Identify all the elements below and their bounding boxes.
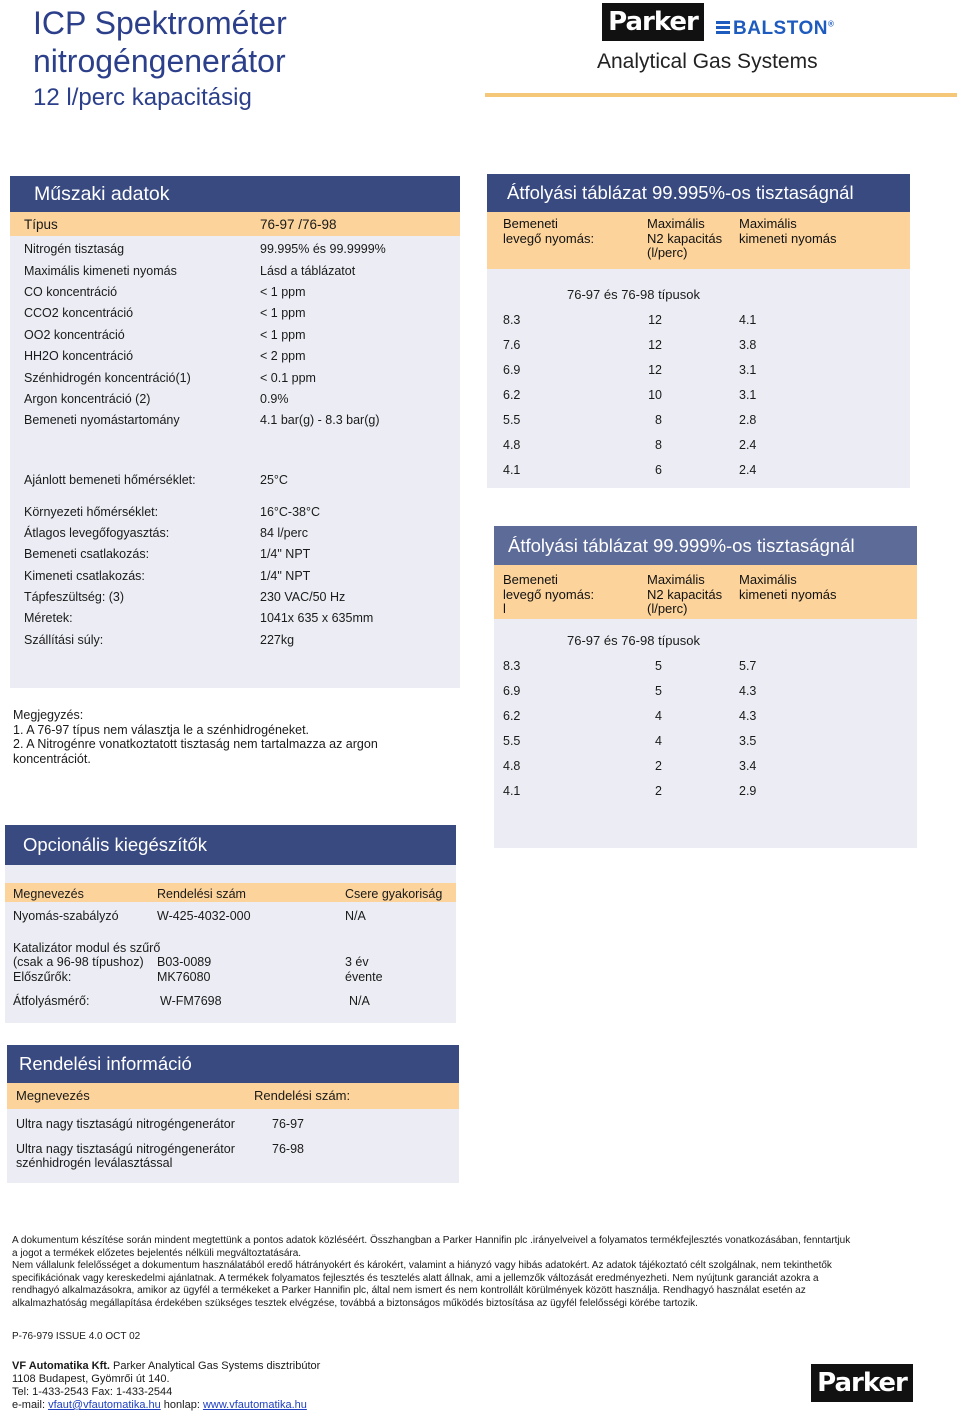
disclaimer-line-4: specifikációnak vagy kereskedelmi ajánlatnak. A termékek folyamatos fejlesztés és tesztelés alatt állnak, ami a jellemzők változását eredményezheti. Nem nyújtunk garanciát azokra a: [12, 1272, 819, 1284]
flow1-outlet-cell: 2.4: [739, 463, 757, 477]
flow1-outlet-cell: 4.1: [739, 313, 757, 327]
options-r4-code: W-FM7698: [160, 994, 222, 1008]
flow2-inlet-cell: 6.2: [503, 709, 521, 723]
flow2-subhead: 76-97 és 76-98 típusok: [567, 633, 700, 648]
options-r2-code: B03-0089: [157, 955, 212, 969]
spec-label: CCO2 koncentráció: [24, 306, 134, 320]
flow2-col-outlet: Maximális kimeneti nyomás: [739, 572, 837, 602]
options-r3-code: MK76080: [157, 970, 211, 984]
disclaimer-line-3: Nem vállalunk felelősséget a dokumentum használatából eredő hátrányokért és károkért, valamint a hiányzó vagy hibás adatokért. Az adatok tájékoztató célt szolgálnak, nem tekinthetők: [12, 1260, 832, 1271]
flow1-inlet-cell: 5.5: [503, 413, 521, 427]
spec-value: 1041x 635 x 635mm: [260, 611, 374, 625]
flow2-outlet-cell: 3.5: [739, 734, 757, 748]
page-title-line1: ICP Spektrométer: [33, 5, 287, 41]
flow1-outlet-cell: 3.1: [739, 363, 757, 377]
company-address: 1108 Budapest, Gyömrői út 140.: [12, 1373, 170, 1385]
spec-label: Nitrogén tisztaság: [24, 242, 125, 256]
flow1-outlet-cell: 2.4: [739, 438, 757, 452]
options-r2-name: Katalizátor modul és szűrő: [13, 941, 161, 955]
spec-label: Szénhidrogén koncentráció(1): [24, 371, 191, 385]
specs-type-row: [10, 212, 460, 236]
parker-logo: Parker: [602, 3, 704, 41]
options-r1-freq: N/A: [345, 909, 366, 923]
flow1-capacity-cell: 12: [648, 363, 662, 377]
spec-value: 1/4" NPT: [260, 569, 311, 583]
flow2-outlet-cell: 5.7: [739, 659, 757, 673]
options-r3-name: Előszűrők:: [13, 970, 72, 984]
notes: [13, 708, 378, 766]
spec-label: HH2O koncentráció: [24, 349, 134, 363]
spec-label: Típus: [24, 217, 58, 232]
order-col-code: Rendelési szám:: [254, 1088, 351, 1103]
flow2-heading: Átfolyási táblázat 99.999%-os tisztaságnál: [494, 526, 917, 565]
spec-value: < 1 ppm: [260, 306, 306, 320]
options-r4-freq: N/A: [349, 994, 370, 1008]
footer-parker-logo: Parker: [811, 1364, 913, 1402]
order-r2-code: 76-98: [272, 1142, 304, 1156]
spec-label: Szállítási súly:: [24, 633, 104, 647]
email-label: e-mail:: [12, 1399, 49, 1411]
flow2-inlet-cell: 5.5: [503, 734, 521, 748]
flow2-col-capacity: Maximális N2 kapacitás (l/perc): [647, 572, 723, 616]
web-label: honlap:: [160, 1399, 203, 1411]
flow1-inlet-cell: 8.3: [503, 313, 521, 327]
note-2: 2. A Nitrogénre vonatkoztatott tisztaság nem tartalmazza az argon: [13, 737, 378, 751]
order-heading: Rendelési információ: [7, 1045, 459, 1083]
spec-label: OO2 koncentráció: [24, 328, 125, 342]
tagline: Analytical Gas Systems: [597, 50, 818, 73]
options-col-name: Megnevezés: [13, 887, 84, 901]
flow2-capacity-cell: 4: [655, 709, 662, 723]
options-r1-name: Nyomás-szabályzó: [13, 909, 119, 923]
note-1: 1. A 76-97 típus nem választja le a szénhidrogéneket.: [13, 722, 310, 737]
spec-label: Ajánlott bemeneti hőmérséklet:: [24, 473, 196, 487]
spec-value: < 1 ppm: [260, 328, 306, 342]
order-r2-name: Ultra nagy tisztaságú nitrogéngenerátor: [16, 1142, 235, 1156]
flow2-capacity-cell: 2: [655, 759, 662, 773]
order-r1-name: Ultra nagy tisztaságú nitrogéngenerátor: [16, 1117, 235, 1131]
company-desc: Parker Analytical Gas Systems disztribútor: [110, 1360, 321, 1372]
disclaimer-line-1: A dokumentum készítése során mindent megtettünk a pontos adatok közléséért. Összhangban a Parker Hannifin plc .irányelveivel a folyamatos termékfejlesztés vonatkozásában, fenntartjuk: [12, 1235, 851, 1246]
options-r4-name: Átfolyásmérő:: [13, 994, 90, 1008]
spec-value: < 2 ppm: [260, 349, 306, 363]
options-r2-note: (csak a 96-98 típushoz): [13, 955, 144, 969]
order-col-name: Megnevezés: [16, 1088, 90, 1103]
flow1-capacity-cell: 8: [655, 438, 662, 452]
flow2-outlet-cell: 3.4: [739, 759, 757, 773]
spec-label: CO koncentráció: [24, 285, 118, 299]
web-link[interactable]: www.vfautomatika.hu: [202, 1399, 307, 1411]
flow2-capacity-cell: 5: [655, 684, 662, 698]
order-r2-name-cont: szénhidrogén leválasztással: [16, 1156, 173, 1170]
flow2-capacity-cell: 4: [655, 734, 662, 748]
flow1-outlet-cell: 3.8: [739, 338, 757, 352]
notes-title: Megjegyzés:: [13, 708, 84, 722]
email-link[interactable]: vfaut@vfautomatika.hu: [48, 1399, 161, 1411]
disclaimer-line-5: rendhagyó alkalmazásokra, amikor az ügyfél a termékeket a Parker Hannifin plc, által nem ismert és nem kontrollált körülmények között használja. Rendhagyó használat esetén az: [12, 1285, 806, 1296]
spec-value: 1/4" NPT: [260, 547, 311, 561]
flow2-outlet-cell: 4.3: [739, 684, 757, 698]
flow1-inlet-cell: 6.9: [503, 363, 521, 377]
spec-label: Argon koncentráció (2): [24, 392, 151, 406]
options-col-code: Rendelési szám: [157, 887, 246, 901]
spec-label: Maximális kimeneti nyomás: [24, 264, 177, 278]
spec-value: 227kg: [260, 633, 295, 647]
spec-value: 84 l/perc: [260, 526, 308, 540]
options-col-freq: Csere gyakoriság: [345, 887, 443, 901]
distributor-info: [12, 1360, 320, 1412]
flow1-inlet-cell: 4.8: [503, 438, 521, 452]
flow1-capacity-cell: 12: [648, 338, 662, 352]
flow2-inlet-cell: 4.8: [503, 759, 521, 773]
spec-value: Lásd a táblázatot: [260, 264, 356, 278]
specs-heading: Műszaki adatok: [10, 176, 460, 212]
flow1-capacity-cell: 8: [655, 413, 662, 427]
options-heading: Opcionális kiegészítők: [5, 825, 456, 865]
flow1-subhead: 76-97 és 76-98 típusok: [567, 287, 700, 302]
spec-label: Tápfeszültség: (3): [24, 590, 125, 604]
company-name: VF Automatika Kft.: [12, 1360, 110, 1372]
flow1-inlet-cell: 6.2: [503, 388, 521, 402]
spec-label: Kimeneti csatlakozás:: [24, 569, 145, 583]
disclaimer-line-6: alkalmazhatóság megállapítása érdekében szükséges tesztek elvégzése, továbbá a biztonságos működés biztosítása az ügyfél felelősségi körébe tartozik.: [12, 1297, 698, 1309]
spec-value: 99.995% és 99.9999%: [260, 242, 386, 256]
options-r3-freq: évente: [345, 970, 383, 984]
flow2-inlet-cell: 4.1: [503, 784, 521, 798]
flow2-col-inlet: Bemeneti levegő nyomás: l: [503, 572, 595, 616]
spec-label: Átlagos levegőfogyasztás:: [24, 526, 170, 540]
flow1-inlet-cell: 4.1: [503, 463, 521, 477]
flow1-heading: Átfolyási táblázat 99.995%-os tisztaságnál: [487, 174, 910, 212]
spec-label: Környezeti hőmérséklet:: [24, 505, 159, 519]
spec-value: 4.1 bar(g) - 8.3 bar(g): [260, 413, 380, 427]
flow1-capacity-cell: 10: [648, 388, 662, 402]
flow1-outlet-cell: 2.8: [739, 413, 757, 427]
spec-label: Méretek:: [24, 611, 73, 625]
spec-label: Bemeneti nyomástartomány: [24, 413, 180, 427]
spec-value: 0.9%: [260, 392, 289, 406]
flow1-col-inlet: Bemeneti levegő nyomás:: [503, 216, 595, 246]
order-r1-code: 76-97: [272, 1117, 304, 1131]
flow2-outlet-cell: 4.3: [739, 709, 757, 723]
flow2-capacity-cell: 2: [655, 784, 662, 798]
balston-logo: BALSTON®: [716, 18, 834, 40]
flow1-inlet-cell: 7.6: [503, 338, 521, 352]
spec-label: Bemeneti csatlakozás:: [24, 547, 150, 561]
balston-bars-icon: [716, 21, 730, 35]
company-phone: Tel: 1-433-2543 Fax: 1-433-2544: [12, 1386, 173, 1398]
spec-value: < 1 ppm: [260, 285, 306, 299]
spec-value: 25°C: [260, 473, 288, 487]
flow1-capacity-cell: 6: [655, 463, 662, 477]
disclaimer-line-2: a jogot a termékek előzetes bejelentés nélküli megváltoztatására.: [12, 1247, 302, 1259]
spec-value: 76-97 /76-98: [260, 217, 337, 232]
spec-value: < 0.1 ppm: [260, 371, 316, 385]
page-subtitle: 12 l/perc kapacitásig: [33, 84, 252, 111]
flow1-col-outlet: Maximális kimeneti nyomás: [739, 216, 837, 246]
header-divider: [485, 93, 957, 97]
disclaimer: [12, 1235, 917, 1310]
flow2-inlet-cell: 8.3: [503, 659, 521, 673]
flow1-outlet-cell: 3.1: [739, 388, 757, 402]
issue-code: P-76-979 ISSUE 4.0 OCT 02: [12, 1331, 141, 1342]
flow2-inlet-cell: 6.9: [503, 684, 521, 698]
flow2-outlet-cell: 2.9: [739, 784, 757, 798]
options-r2-freq: 3 év: [345, 955, 369, 969]
spec-value: 16°C-38°C: [260, 505, 321, 519]
spec-value: 230 VAC/50 Hz: [260, 590, 346, 604]
flow1-col-capacity: Maximális N2 kapacitás (l/perc): [647, 216, 723, 260]
options-r1-code: W-425-4032-000: [157, 909, 251, 923]
page-title-line2: nitrogéngenerátor: [33, 43, 286, 79]
flow2-capacity-cell: 5: [655, 659, 662, 673]
flow1-capacity-cell: 12: [648, 313, 662, 327]
note-2-cont: koncentrációt.: [13, 751, 91, 766]
